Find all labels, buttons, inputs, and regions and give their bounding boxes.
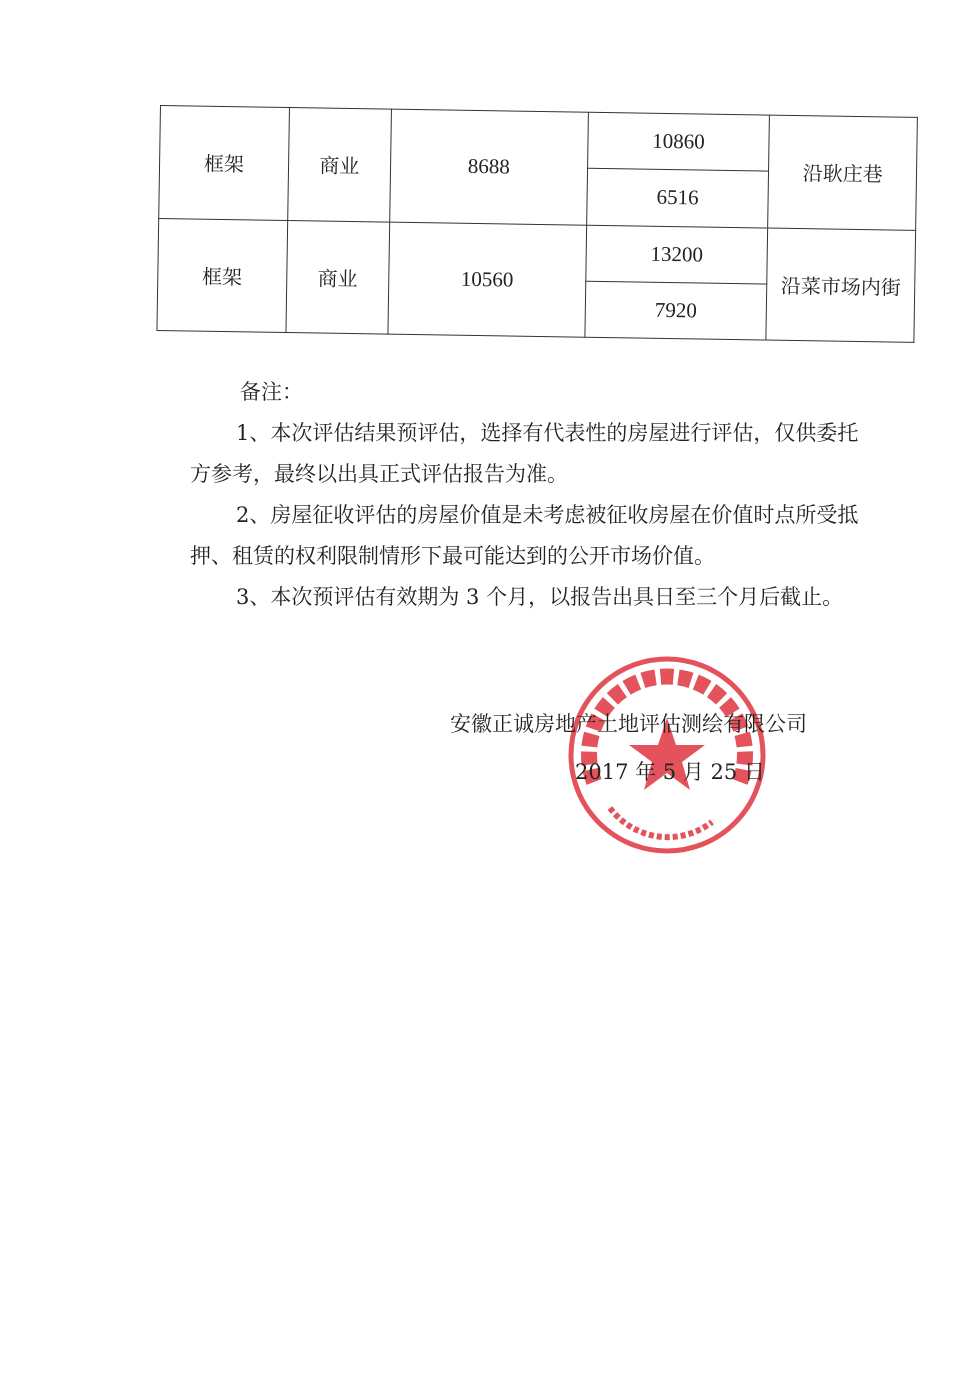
note-item: 2、房屋征收评估的房屋价值是未考虑被征收房屋在价值时点所受抵押、租赁的权利限制情形下最可能达到的公开市场价值。 xyxy=(190,503,859,568)
notes-section xyxy=(190,372,870,618)
seal-code-arc xyxy=(610,808,712,837)
price-cell: 8688 xyxy=(390,109,589,225)
value-cell: 13200 xyxy=(585,225,768,284)
price-cell: 10560 xyxy=(388,222,587,338)
value-cell: 10860 xyxy=(587,112,770,171)
use-cell: 商业 xyxy=(286,220,390,334)
company-name: 安徽正诚房地产土地评估测绘有限公司 xyxy=(450,712,807,736)
use-cell: 商业 xyxy=(287,108,391,222)
valuation-table xyxy=(156,105,917,343)
location-cell: 沿菜市场内街 xyxy=(766,228,915,343)
structure-cell: 框架 xyxy=(157,218,287,333)
structure-cell: 框架 xyxy=(159,106,289,221)
note-item: 3、本次预评估有效期为 3 个月，以报告出具日至三个月后截止。 xyxy=(236,585,844,609)
notes-heading: 备注： xyxy=(240,380,303,404)
value-cell: 6516 xyxy=(586,168,769,227)
value-cell: 7920 xyxy=(585,281,768,340)
location-cell: 沿耿庄巷 xyxy=(768,115,917,230)
signature-date: 2017 年 5 月 25 日 xyxy=(575,760,765,784)
note-item: 1、本次评估结果预评估，选择有代表性的房屋进行评估，仅供委托方参考，最终以出具正式评估报告为准。 xyxy=(190,421,859,486)
company-seal xyxy=(562,650,772,860)
